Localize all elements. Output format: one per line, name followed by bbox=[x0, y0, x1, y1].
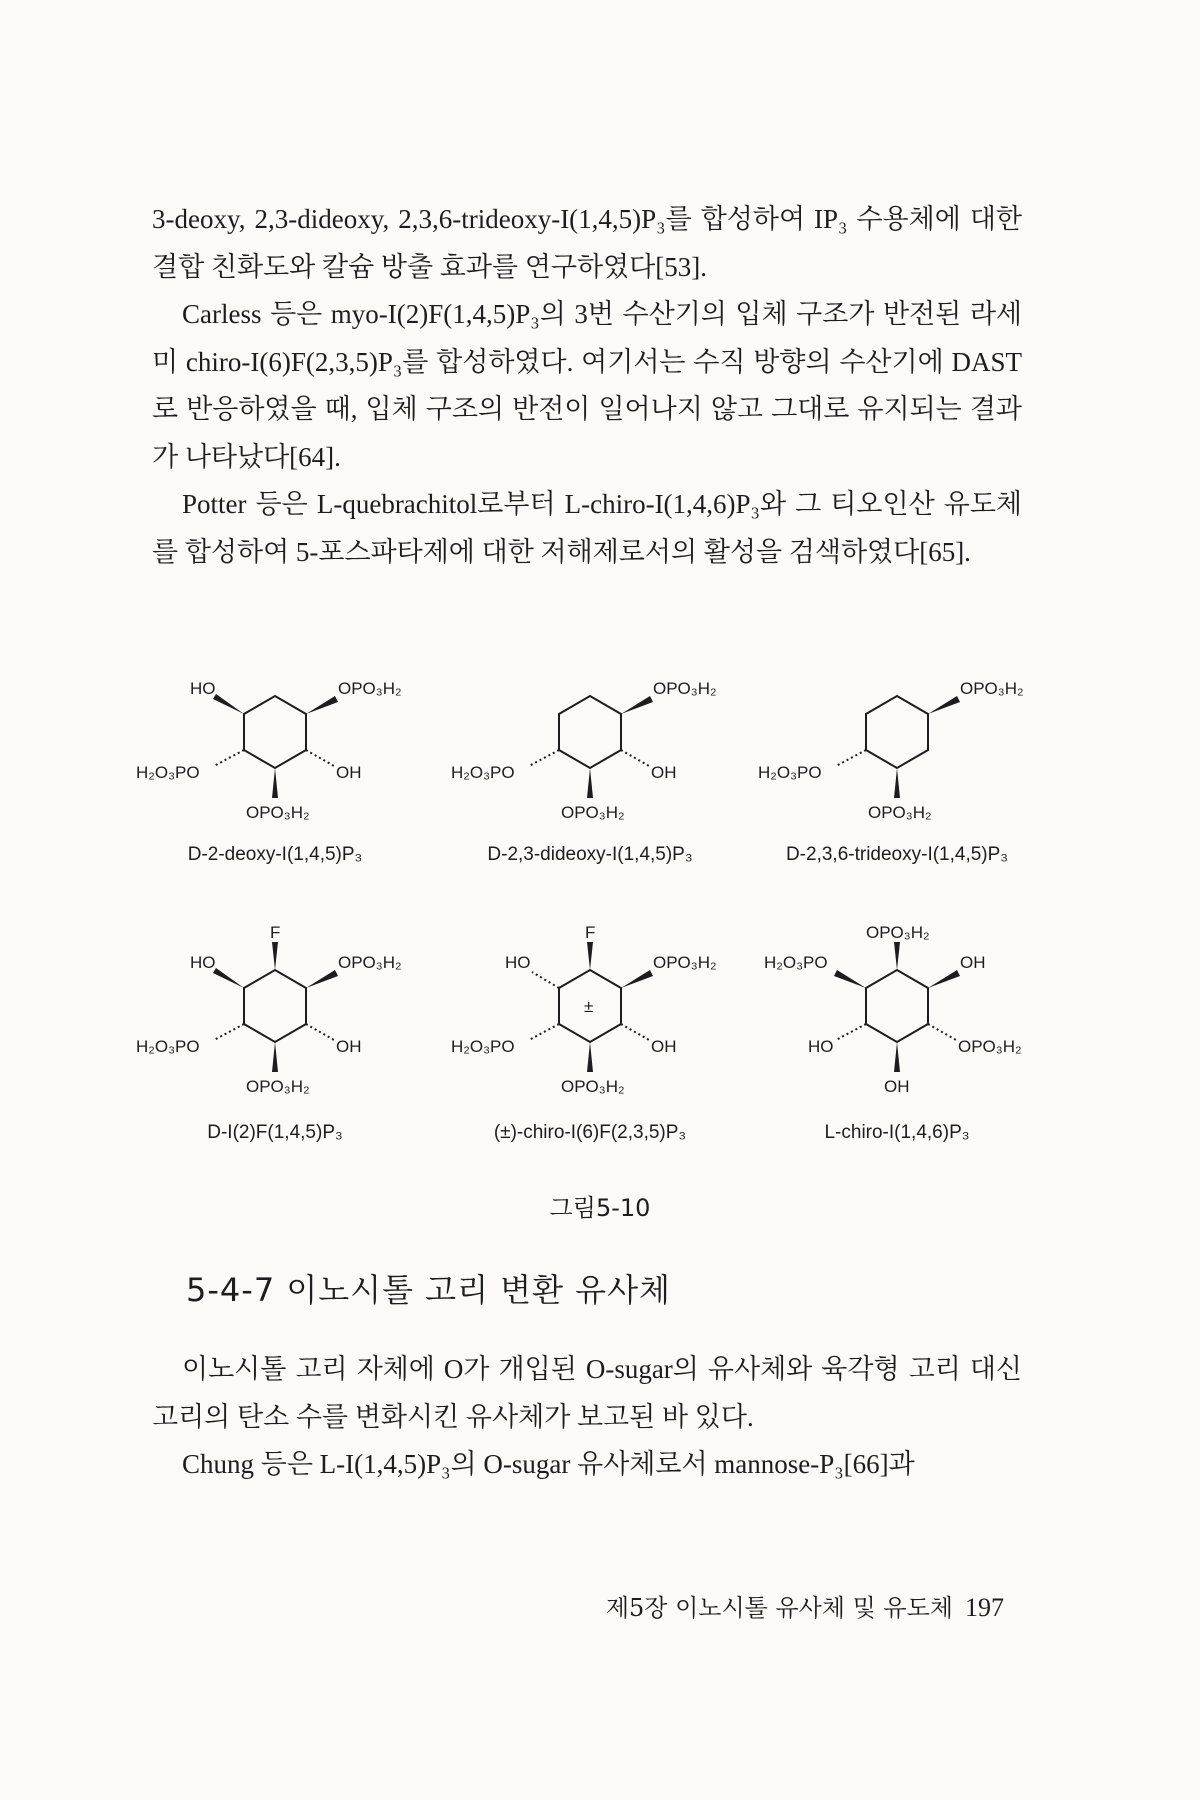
structure-3-labels bbox=[758, 679, 1024, 865]
s5-racemic-mark: ± bbox=[584, 997, 594, 1016]
s3-opo3h2-bottom: OPO₃H₂ bbox=[868, 803, 932, 822]
s6-ho: HO bbox=[808, 1037, 834, 1056]
s4-oh: OH bbox=[336, 1037, 362, 1056]
s3-caption: D-2,3,6-trideoxy-I(1,4,5)P₃ bbox=[785, 844, 1009, 865]
paragraph-4: 이노시톨 고리 자체에 O가 개입된 O-sugar의 유사체와 육각형 고리 대신 고리의 탄소 수를 변화시킨 유사체가 보고된 바 있다. bbox=[152, 1354, 1022, 1432]
s2-opo3h2-top: OPO₃H₂ bbox=[653, 679, 717, 698]
structure-2-labels bbox=[451, 679, 717, 865]
s5-f: F bbox=[585, 923, 596, 942]
s1-opo3h2-bottom: OPO₃H₂ bbox=[246, 803, 310, 822]
s6-opo3h2-right: OPO₃H₂ bbox=[958, 1037, 1022, 1056]
structure-5-labels bbox=[451, 923, 717, 1143]
s6-caption: L-chiro-I(1,4,6)P₃ bbox=[824, 1122, 970, 1143]
s5-opo3h2-bottom: OPO₃H₂ bbox=[561, 1077, 625, 1096]
structure-3-ring bbox=[836, 696, 928, 768]
s4-f: F bbox=[270, 923, 281, 942]
s4-opo3h2-bottom: OPO₃H₂ bbox=[246, 1077, 310, 1096]
structure-4-labels bbox=[136, 923, 402, 1143]
s5-oh: OH bbox=[651, 1037, 677, 1056]
paragraph-2: Carless 등은 myo-I(2)F(1,4,5)P₃의 3번 수산기의 입체 구조가 반전된 라세미 chiro-I(6)F(2,3,5)P₃를 합성하였다. 여기서는 수직 방향의 수산기에 DAST로 반응하였을 때, 입체 구조의 반전이 일어나지 않고 그대로 유지되는 결과가 나타났다[64]. bbox=[152, 299, 1022, 472]
s1-oh: OH bbox=[336, 763, 362, 782]
paragraph-1: 3-deoxy, 2,3-dideoxy, 2,3,6-trideoxy-I(1,4,5)P₃를 합성하여 IP₃ 수용체에 대한 결합 친화도와 칼슘 방출 효과를 연구하였다[53]. bbox=[152, 204, 1022, 282]
s6-oh-bottom: OH bbox=[884, 1077, 910, 1096]
structure-2-ring bbox=[529, 696, 649, 768]
s3-opo3h2-top: OPO₃H₂ bbox=[960, 679, 1024, 698]
s5-opo3h2-top: OPO₃H₂ bbox=[653, 953, 717, 972]
s4-opo3h2-top: OPO₃H₂ bbox=[338, 953, 402, 972]
s2-opo3h2-bottom: OPO₃H₂ bbox=[561, 803, 625, 822]
s1-caption: D-2-deoxy-I(1,4,5)P₃ bbox=[187, 844, 363, 865]
figure-label: 그림5-10 bbox=[549, 1194, 651, 1222]
paragraph-3: Potter 등은 L-quebrachitol로부터 L-chiro-I(1,4,6)P₃와 그 티오인산 유도체를 합성하여 5-포스파타제에 대한 저해제로서의 활성을 검색하였다[65]. bbox=[152, 489, 1022, 567]
s6-h2o3po: H₂O₃PO bbox=[764, 953, 828, 972]
s1-ho: HO bbox=[190, 679, 216, 698]
s6-oh-right: OH bbox=[960, 953, 986, 972]
s5-h2o3po: H₂O₃PO bbox=[451, 1037, 515, 1056]
s2-oh: OH bbox=[651, 763, 677, 782]
s1-h2o3po: H₂O₃PO bbox=[136, 763, 200, 782]
running-title: 제5장 이노시톨 유사체 및 유도체 bbox=[605, 1594, 953, 1622]
s2-h2o3po: H₂O₃PO bbox=[451, 763, 515, 782]
section-heading: 5-4-7 이노시톨 고리 변환 유사체 bbox=[186, 1271, 671, 1309]
s4-h2o3po: H₂O₃PO bbox=[136, 1037, 200, 1056]
structure-1-labels bbox=[136, 679, 402, 865]
figure-5-10 bbox=[0, 660, 1200, 1260]
s3-h2o3po: H₂O₃PO bbox=[758, 763, 822, 782]
s5-caption: (±)-chiro-I(6)F(2,3,5)P₃ bbox=[493, 1122, 687, 1143]
body-text-bottom bbox=[152, 1346, 1022, 1489]
s4-ho: HO bbox=[190, 953, 216, 972]
structures-svg bbox=[0, 660, 1200, 1220]
structure-6-labels bbox=[764, 923, 1022, 1143]
s4-caption: D-I(2)F(1,4,5)P₃ bbox=[207, 1122, 343, 1143]
page-number: 197 bbox=[965, 1593, 1004, 1622]
s5-ho: HO bbox=[505, 953, 531, 972]
body-text-top bbox=[152, 196, 1022, 576]
s6-opo3h2-top: OPO₃H₂ bbox=[866, 923, 930, 942]
paragraph-5: Chung 등은 L-I(1,4,5)P₃의 O-sugar 유사체로서 mannose-P₃[66]과 bbox=[182, 1449, 915, 1479]
s2-caption: D-2,3-dideoxy-I(1,4,5)P₃ bbox=[487, 844, 693, 865]
page-footer bbox=[606, 1588, 1004, 1623]
s1-opo3h2-top: OPO₃H₂ bbox=[338, 679, 402, 698]
